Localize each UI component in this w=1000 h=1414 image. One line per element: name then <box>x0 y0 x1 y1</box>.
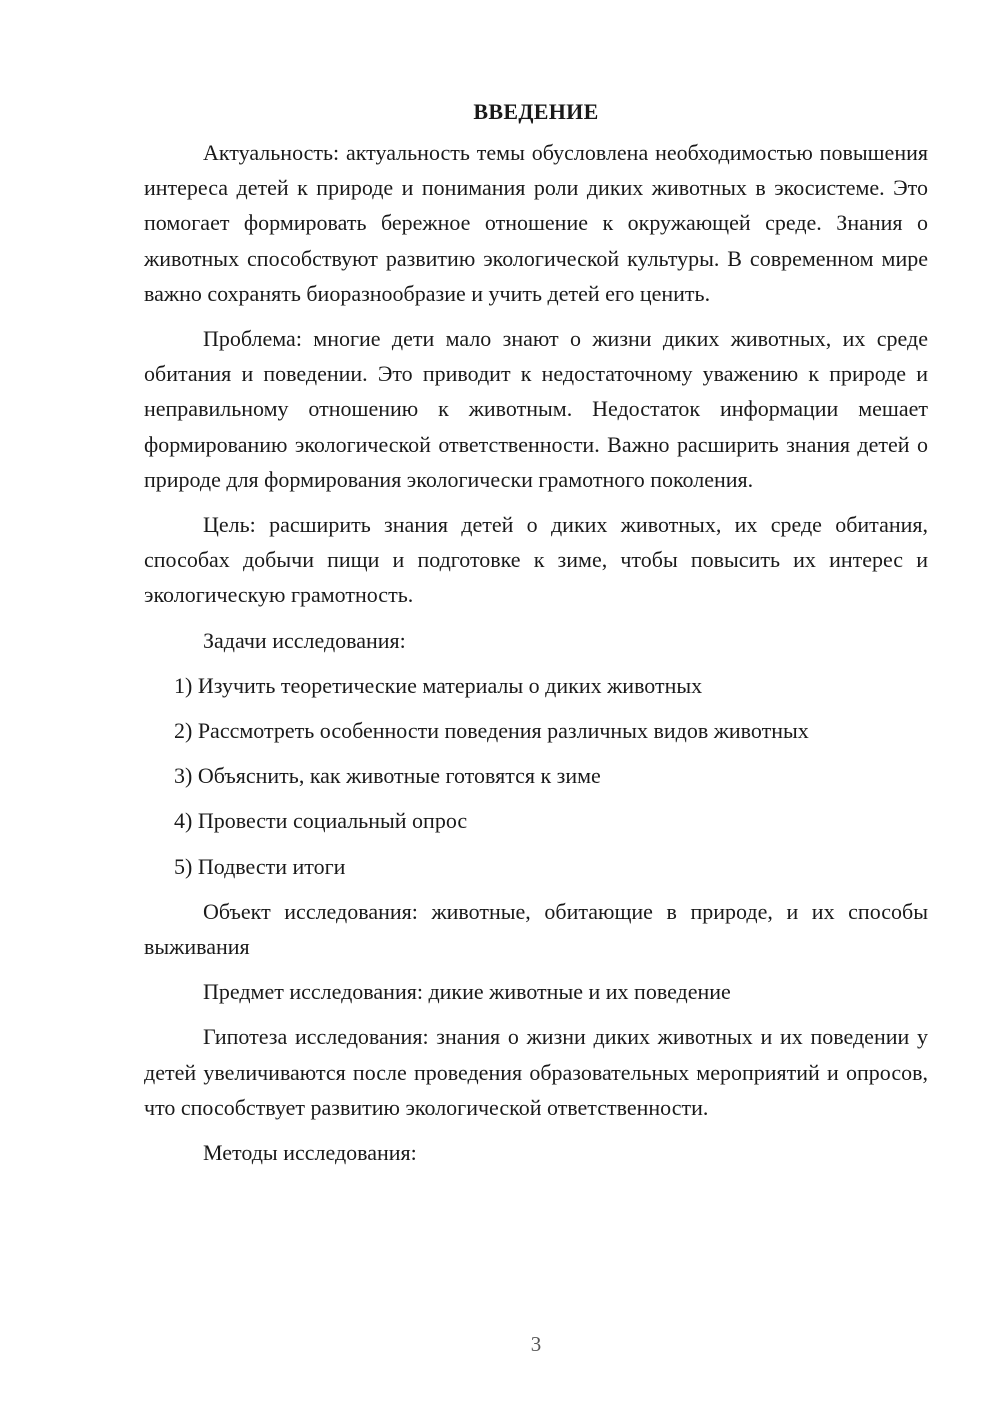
paragraph-hypothesis: Гипотеза исследования: знания о жизни диких животных и их поведении у детей увеличиваются после проведения образовательных мероприятий и опросов, что способствует развитию экологической ответственности. <box>144 1024 928 1120</box>
list-item: 5) Подвести итоги <box>174 853 346 879</box>
page-content <box>144 94 928 1180</box>
tasks-list <box>144 668 928 884</box>
list-item: 2) Рассмотреть особенности поведения различных видов животных <box>174 718 809 744</box>
tasks-heading: Задачи исследования: <box>203 627 406 653</box>
paragraph-goal: Цель: расширить знания детей о диких животных, их среде обитания, способах добычи пищи и подготовке к зиме, чтобы повысить их интерес и экологическую грамотность. <box>144 512 928 608</box>
paragraph-subject: Предмет исследования: дикие животные и их поведение <box>203 979 731 1005</box>
list-item: 4) Провести социальный опрос <box>174 808 468 834</box>
paragraph-relevance: Актуальность: актуальность темы обусловлена необходимостью повышения интереса детей к природе и понимания роли диких животных в экосистеме. Это помогает формировать бережное отношение к окружающей среде. Знания о животных способствуют развитию экологической культуры. В современном мире важно сохранять биоразнообразие и учить детей его ценить. <box>144 140 928 306</box>
section-title: ВВЕДЕНИЕ <box>473 99 599 124</box>
list-item: 3) Объяснить, как животные готовятся к зиме <box>174 763 601 789</box>
list-item: 1) Изучить теоретические материалы о диких животных <box>174 672 703 698</box>
page-number: 3 <box>530 1332 542 1356</box>
paragraph-problem: Проблема: многие дети мало знают о жизни диких животных, их среде обитания и поведении. Это приводит к недостаточному уважению к природе и неправильному отношению к животным. Недостаток информации мешает формированию экологической ответственности. Важно расширить знания детей о природе для формирования экологически грамотного поколения. <box>144 326 928 492</box>
paragraph-object: Объект исследования: животные, обитающие в природе, и их способы выживания <box>144 898 928 960</box>
methods-heading: Методы исследования: <box>203 1140 417 1166</box>
